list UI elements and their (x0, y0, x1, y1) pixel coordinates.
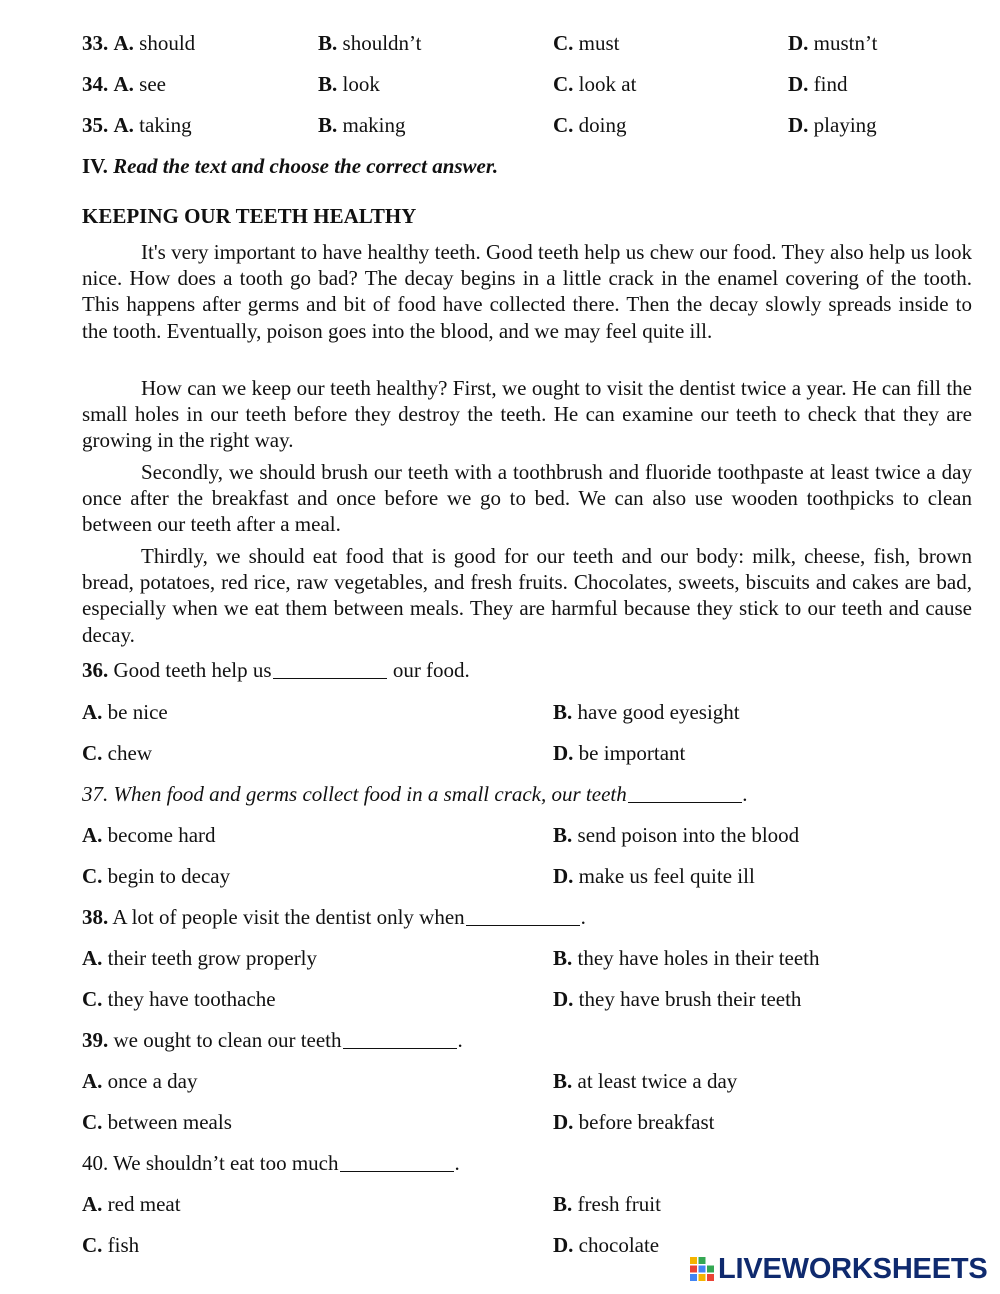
question-39-options-row-1: A. once a day B. at least twice a day (82, 1069, 738, 1093)
option-letter: C. (553, 72, 574, 96)
option-c[interactable]: chew (107, 741, 152, 765)
option-b[interactable]: shouldn’t (342, 31, 422, 55)
answer-blank[interactable] (628, 784, 742, 803)
option-b[interactable]: look (342, 72, 380, 96)
question-37-stem: 37. When food and germs collect food in a small crack, our teeth . (82, 782, 748, 806)
question-40-options-row-1: A. red meat B. fresh fruit (82, 1192, 661, 1216)
option-letter: C. (553, 31, 574, 55)
answer-blank[interactable] (343, 1030, 457, 1049)
option-a[interactable]: be nice (107, 700, 168, 724)
option-c[interactable]: fish (107, 1233, 140, 1257)
question-number: 36. (82, 658, 109, 682)
question-number: 34. (82, 72, 109, 96)
option-c[interactable]: must (578, 31, 620, 55)
question-35 (82, 112, 972, 138)
option-d[interactable]: find (813, 72, 848, 96)
question-36-options-row-1: A. be nice B. have good eyesight (82, 700, 740, 724)
option-a[interactable]: should (139, 31, 196, 55)
option-d[interactable]: make us feel quite ill (578, 864, 755, 888)
option-a[interactable]: once a day (107, 1069, 198, 1093)
passage-paragraph-2: How can we keep our teeth healthy? First, we ought to visit the dentist twice a year. He can fill the small holes in our teeth before they destroy the teeth. He can examine our teeth to check that they are growing in the right way. (82, 376, 972, 453)
question-33 (82, 30, 972, 56)
option-letter: A. (113, 113, 134, 137)
question-number: 33. (82, 31, 109, 55)
option-b[interactable]: send poison into the blood (577, 823, 800, 847)
section-number: IV. (82, 154, 108, 178)
option-c[interactable]: they have toothache (107, 987, 276, 1011)
option-letter: A. (113, 72, 134, 96)
option-d[interactable]: they have brush their teeth (578, 987, 802, 1011)
question-number: 39. (82, 1028, 109, 1052)
question-39-options-row-2: C. between meals D. before breakfast (82, 1110, 715, 1134)
question-34 (82, 71, 972, 97)
question-37-options-row-2: C. begin to decay D. make us feel quite ill (82, 864, 755, 888)
option-letter: A. (113, 31, 134, 55)
question-number: 38. (82, 905, 109, 929)
option-letter: D. (788, 72, 809, 96)
option-d[interactable]: playing (813, 113, 877, 137)
option-b[interactable]: they have holes in their teeth (577, 946, 820, 970)
option-d[interactable]: before breakfast (578, 1110, 715, 1134)
question-38-stem: 38. A lot of people visit the dentist only when . (82, 905, 586, 929)
option-a[interactable]: their teeth grow properly (107, 946, 318, 970)
option-b[interactable]: have good eyesight (577, 700, 740, 724)
option-d[interactable]: mustn’t (813, 31, 878, 55)
option-letter: B. (318, 31, 338, 55)
question-36-stem: 36. Good teeth help us our food. (82, 658, 470, 682)
option-a[interactable]: become hard (107, 823, 216, 847)
option-b[interactable]: making (342, 113, 406, 137)
answer-blank[interactable] (466, 907, 580, 926)
passage-paragraph-1: It's very important to have healthy teeth. Good teeth help us chew our food. They also help us look nice. How does a tooth go bad? The decay begins in a little crack in the enamel covering of the tooth. This happens after germs and bit of food have collected there. Then the decay slowly spreads inside to the tooth. Eventually, poison goes into the blood, and we may feel quite ill. (82, 240, 972, 343)
option-c[interactable]: between meals (107, 1110, 232, 1134)
question-40-options-row-2: C. fish D. chocolate (82, 1233, 660, 1257)
option-c[interactable]: begin to decay (107, 864, 231, 888)
option-letter: B. (318, 113, 338, 137)
option-d[interactable]: chocolate (578, 1233, 660, 1257)
option-letter: C. (553, 113, 574, 137)
question-37-options-row-1: A. become hard B. send poison into the blood (82, 823, 800, 847)
option-a[interactable]: taking (139, 113, 192, 137)
logo-wordmark: LIVEWORKSHEETS (718, 1253, 988, 1285)
option-d[interactable]: be important (578, 741, 686, 765)
passage-title: KEEPING OUR TEETH HEALTHY (82, 204, 417, 228)
option-b[interactable]: fresh fruit (577, 1192, 661, 1216)
passage-paragraph-3: Secondly, we should brush our teeth with a toothbrush and fluoride toothpaste at least twice a day once after the breakfast and once before we go to bed. We can also use wooden toothpicks to clean between our teeth after a meal. (82, 460, 972, 537)
question-number: 35. (82, 113, 109, 137)
passage-paragraph-4: Thirdly, we should eat food that is good for our teeth and our body: milk, cheese, fish, brown bread, potatoes, red rice, raw vegetables, and fresh fruits. Chocolates, sweets, biscuits and cakes are bad, especially when we eat them between meals. They are harmful because they stick to our teeth and cause decay. (82, 544, 972, 647)
option-a[interactable]: red meat (107, 1192, 181, 1216)
question-36-options-row-2: C. chew D. be important (82, 741, 686, 765)
option-letter: D. (788, 113, 809, 137)
liveworksheets-mark-icon (690, 1257, 714, 1281)
liveworksheets-logo (690, 1252, 990, 1286)
option-letter: B. (318, 72, 338, 96)
answer-blank[interactable] (340, 1153, 454, 1172)
question-39-stem: 39. we ought to clean our teeth . (82, 1028, 463, 1052)
option-c[interactable]: look at (578, 72, 637, 96)
section-instruction: Read the text and choose the correct answer. (113, 154, 499, 178)
answer-blank[interactable] (273, 660, 387, 679)
option-c[interactable]: doing (578, 113, 627, 137)
option-b[interactable]: at least twice a day (577, 1069, 738, 1093)
section-heading (82, 153, 972, 179)
question-40-stem: 40. We shouldn’t eat too much . (82, 1151, 460, 1175)
option-a[interactable]: see (139, 72, 166, 96)
option-letter: D. (788, 31, 809, 55)
question-38-options-row-2: C. they have toothache D. they have brush their teeth (82, 987, 802, 1011)
question-38-options-row-1: A. their teeth grow properly B. they have holes in their teeth (82, 946, 820, 970)
